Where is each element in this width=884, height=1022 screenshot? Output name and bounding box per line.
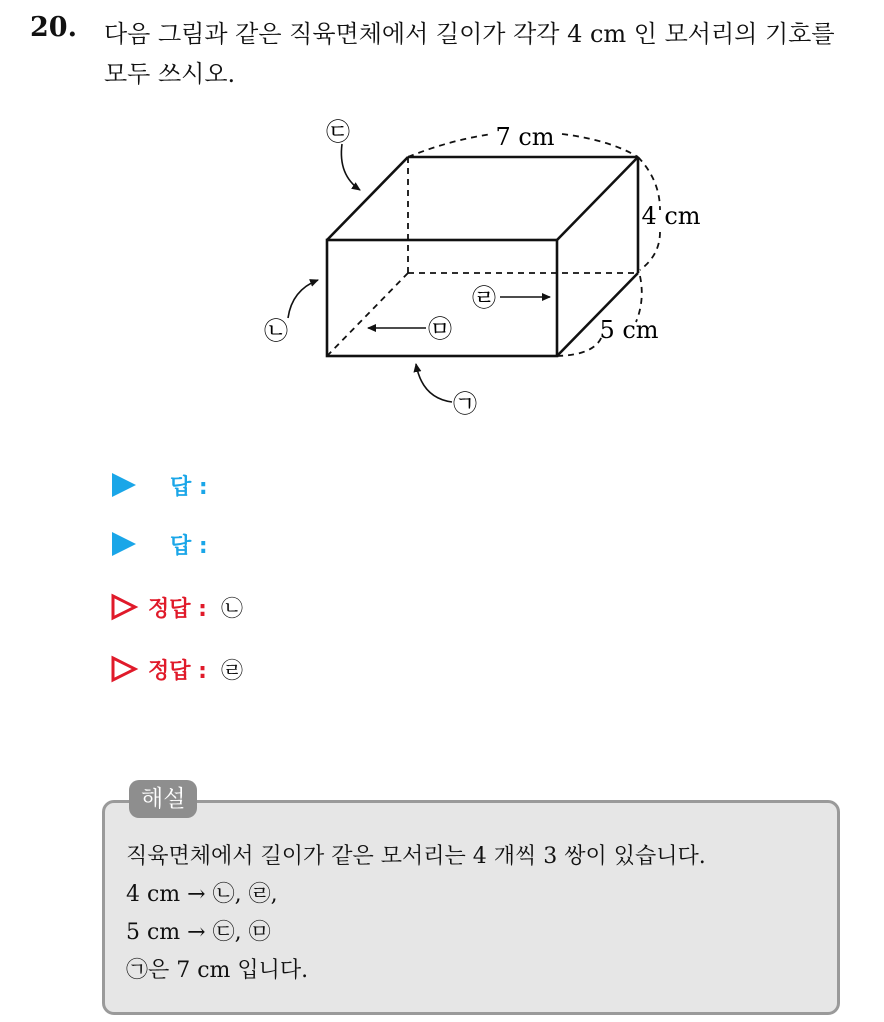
answer-blank-1 (110, 468, 208, 502)
visible-edges (327, 157, 638, 356)
solution-value: ㉣ (220, 658, 243, 684)
solution-row-2 (110, 652, 243, 686)
question-line-2: 모두 쓰시오. (104, 60, 236, 88)
dimension-right-label: 4 cm (641, 202, 701, 230)
filled-triangle-icon (110, 470, 140, 500)
edge-label-e: ㉤ (428, 315, 452, 343)
solution-label: 정답 : (148, 658, 207, 684)
solution-value: ㉡ (220, 596, 243, 622)
answer-label: 답 : (170, 474, 208, 500)
cuboid-figure (0, 0, 884, 440)
explanation-line-2: 4 cm → ㉡, ㉣, (126, 882, 278, 907)
outline-triangle-icon (110, 654, 140, 684)
explanation-text (126, 838, 706, 990)
edge-label-d: ㉣ (472, 284, 496, 312)
question-line-1: 다음 그림과 같은 직육면체에서 길이가 각각 4 cm 인 모서리의 기호를 (104, 20, 835, 48)
solution-label: 정답 : (148, 596, 207, 622)
hidden-edges (327, 157, 638, 356)
dimension-top-label: 7 cm (495, 123, 555, 151)
question-number: 20. (30, 12, 77, 43)
solution-row-1 (110, 590, 243, 624)
dimension-bottom-label: 5 cm (599, 316, 659, 344)
edge-label-a: ㉠ (453, 390, 477, 418)
outline-triangle-icon (110, 592, 140, 622)
explanation-line-1: 직육면체에서 길이가 같은 모서리는 4 개씩 3 쌍이 있습니다. (126, 844, 706, 869)
filled-triangle-icon (110, 529, 140, 559)
answer-label: 답 : (170, 533, 208, 559)
explanation-line-3: 5 cm → ㉢, ㉤ (126, 920, 271, 945)
answer-blank-2 (110, 527, 208, 561)
edge-label-b: ㉡ (264, 317, 288, 345)
explanation-tag: 해설 (129, 780, 197, 818)
edge-label-c: ㉢ (326, 118, 350, 146)
explanation-line-4: ㉠은 7 cm 입니다. (126, 958, 309, 983)
